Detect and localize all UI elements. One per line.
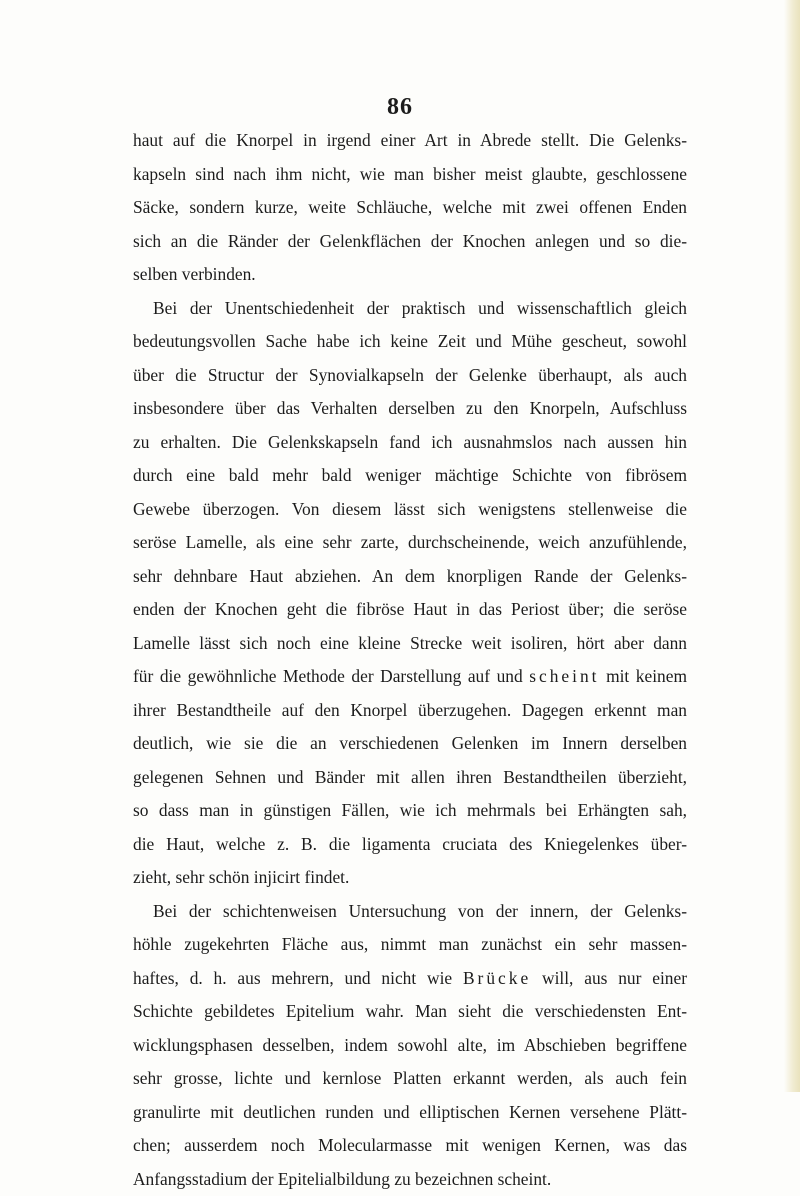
emphasized-word: scheint [529, 666, 599, 686]
text-line: die Haut, welche z. B. die ligamenta cruciata des Kniegelenkes über- [133, 828, 687, 862]
text-line: höhle zugekehrten Fläche aus, nimmt man zunächst ein sehr massen- [133, 928, 687, 962]
text-line: zieht, sehr schön injicirt findet. [133, 861, 687, 895]
text-line: zu erhalten. Die Gelenkskapseln fand ich ausnahmslos nach aussen hin [133, 426, 687, 460]
text-line: über die Structur der Synovialkapseln der Gelenke überhaupt, als auch [133, 359, 687, 393]
text-line: granulirte mit deutlichen runden und elliptischen Kernen versehene Plätt- [133, 1096, 687, 1130]
text-segment: für die gewöhnliche Methode der Darstellung auf und [133, 666, 529, 686]
text-line: Anfangsstadium der Epitelialbildung zu bezeichnen scheint. [133, 1163, 687, 1196]
emphasized-word: Brücke [463, 968, 531, 988]
text-line: chen; ausserdem noch Molecularmasse mit wenigen Kernen, was das [133, 1129, 687, 1163]
text-segment: haftes, d. h. aus mehrern, und nicht wie [133, 968, 463, 988]
text-line: gelegenen Sehnen und Bänder mit allen ihren Bestandtheilen überzieht, [133, 761, 687, 795]
text-line: Bei der schichtenweisen Untersuchung von der innern, der Gelenks- [133, 895, 687, 929]
text-segment: will, aus nur einer [531, 968, 687, 988]
text-line: ihrer Bestandtheile auf den Knorpel überzugehen. Dagegen erkennt man [133, 694, 687, 728]
text-line: bedeutungsvollen Sache habe ich keine Zeit und Mühe gescheut, sowohl [133, 325, 687, 359]
text-line: Bei der Unentschiedenheit der praktisch und wissenschaftlich gleich [133, 292, 687, 326]
text-line: Lamelle lässt sich noch eine kleine Strecke weit isoliren, hört aber dann [133, 627, 687, 661]
text-line: selben verbinden. [133, 258, 687, 292]
text-line: sehr grosse, lichte und kernlose Platten erkannt werden, als auch fein [133, 1062, 687, 1096]
text-line: durch eine bald mehr bald weniger mächtige Schichte von fibrösem [133, 459, 687, 493]
text-line: wicklungsphasen desselben, indem sowohl alte, im Abschieben begriffene [133, 1029, 687, 1063]
page-edge-shading [784, 0, 800, 1092]
text-line: sehr dehnbare Haut abziehen. An dem knorpligen Rande der Gelenks- [133, 560, 687, 594]
text-line [133, 962, 687, 996]
text-line: haut auf die Knorpel in irgend einer Art in Abrede stellt. Die Gelenks- [133, 124, 687, 158]
text-line: sich an die Ränder der Gelenkflächen der Knochen anlegen und so die- [133, 225, 687, 259]
text-line: deutlich, wie sie die an verschiedenen Gelenken im Innern derselben [133, 727, 687, 761]
text-line: seröse Lamelle, als eine sehr zarte, durchscheinende, weich anzufühlende, [133, 526, 687, 560]
text-line: Gewebe überzogen. Von diesem lässt sich wenigstens stellenweise die [133, 493, 687, 527]
text-segment: mit keinem [600, 666, 687, 686]
text-line: kapseln sind nach ihm nicht, wie man bisher meist glaubte, geschlossene [133, 158, 687, 192]
text-line: so dass man in günstigen Fällen, wie ich mehrmals bei Erhängten sah, [133, 794, 687, 828]
page-number: 86 [0, 94, 800, 121]
text-line: Schichte gebildetes Epitelium wahr. Man sieht die verschiedensten Ent- [133, 995, 687, 1029]
text-line: insbesondere über das Verhalten derselben zu den Knorpeln, Aufschluss [133, 392, 687, 426]
body-text [133, 124, 687, 1196]
text-line: Säcke, sondern kurze, weite Schläuche, welche mit zwei offenen Enden [133, 191, 687, 225]
text-line: enden der Knochen geht die fibröse Haut in das Periost über; die seröse [133, 593, 687, 627]
text-line [133, 660, 687, 694]
